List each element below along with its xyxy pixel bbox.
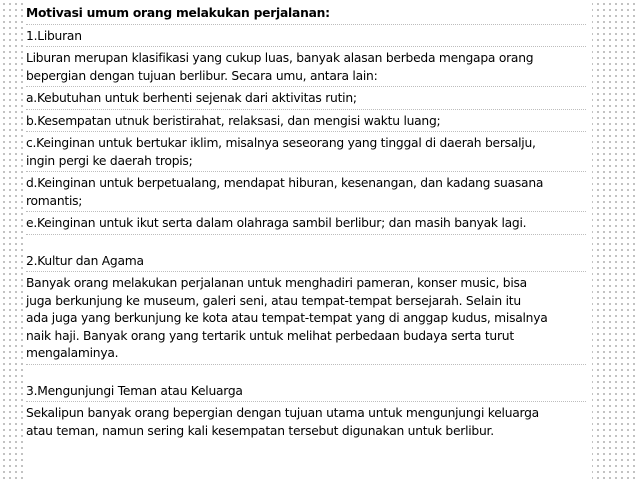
section-1-intro-line: bepergian dengan tujuan berlibur. Secara umu, antara lain:: [26, 68, 378, 83]
divider: [26, 131, 586, 133]
spacer: [26, 238, 586, 253]
section-2-heading: 2.Kultur dan Agama: [26, 253, 144, 268]
slide-title: Motivasi umum orang melakukan perjalanan:: [26, 6, 330, 20]
list-item-d: d.Keinginan untuk berpetualang, mendapat hiburan, kesenangan, dan kadang suasana: [26, 176, 544, 190]
section-1-intro-line: Liburan merupan klasifikasi yang cukup luas, banyak alasan berbeda mengapa orang: [26, 51, 534, 65]
divider: [26, 401, 586, 403]
section-2-body-line: juga berkunjung ke museum, galeri seni, atau tempat-tempat bersejarah. Selain itu: [26, 293, 521, 308]
list-item-a: a.Kebutuhan untuk berhenti sejenak dari aktivitas rutin;: [26, 91, 357, 105]
list-item-e: e.Keinginan untuk ikut serta dalam olahraga sambil berlibur; dan masih banyak lagi.: [26, 216, 527, 230]
spacer: [26, 368, 586, 383]
divider: [26, 24, 586, 26]
list-item-d-cont: romantis;: [26, 193, 83, 208]
divider: [26, 171, 586, 173]
list-item-c-cont: ingin pergi ke daerah tropis;: [26, 153, 193, 168]
divider: [26, 46, 586, 48]
divider: [26, 234, 586, 236]
section-2-body-line: Banyak orang melakukan perjalanan untuk menghadiri pameran, konser music, bisa: [26, 276, 527, 290]
slide-content: [26, 5, 586, 440]
list-item-b: b.Kesempatan utnuk beristirahat, relaksasi, dan mengisi waktu luang;: [26, 113, 441, 128]
section-1-heading: 1.Liburan: [26, 28, 82, 43]
section-3-body-line: Sekalipun banyak orang bepergian dengan tujuan utama untuk mengunjungi keluarga: [26, 406, 539, 420]
section-2-body-line: mengalaminya.: [26, 346, 119, 360]
divider: [26, 211, 586, 213]
divider: [26, 271, 586, 273]
section-2-body-line: naik haji. Banyak orang yang tertarik untuk melihat perbedaan budaya serta turut: [26, 328, 514, 343]
section-3-body-line: atau teman, namun sering kali kesempatan tersebut digunakan untuk berlibur.: [26, 423, 494, 438]
divider: [26, 109, 586, 111]
list-item-c: c.Keinginan untuk bertukar iklim, misalnya seseorang yang tinggal di daerah bersalju,: [26, 136, 536, 150]
divider: [26, 364, 586, 366]
section-3-heading: 3.Mengunjungi Teman atau Keluarga: [26, 383, 243, 398]
section-2-body-line: ada juga yang berkunjung ke kota atau tempat-tempat yang di anggap kudus, misalnya: [26, 311, 548, 325]
divider: [26, 86, 586, 88]
